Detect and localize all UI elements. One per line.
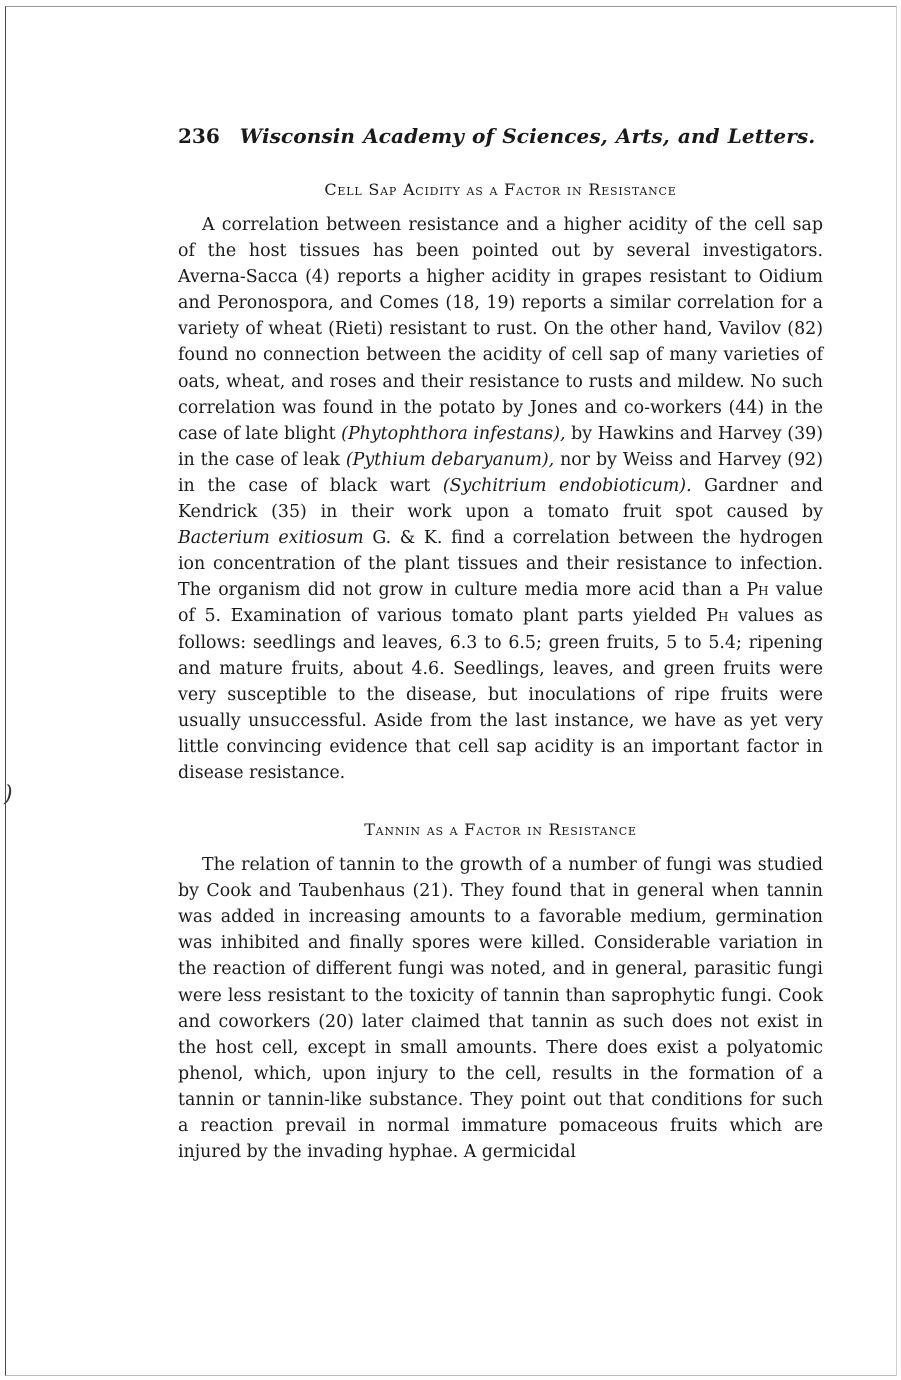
text-run: The relation of tannin to the growth of a number of fungi was studied by Cook and Taubenhaus (21). They found that in general when tannin was added in increasing amounts to a favorable medium, germination was inhibited and finally spores were killed. Considerable variation in the reaction of different fungi was noted, and in general, parasitic fungi were less resistant to the toxicity of tannin than saprophytic fungi. Cook and coworkers (20) later claimed that tannin as such does not exist in the host cell, except in small amounts. There does exist a polyatomic phenol, which, upon injury to the cell, results in the formation of a tannin or tannin-like substance. They point out that conditions for such a reaction prevail in normal immature pomaceous fruits which are injured by the invading hyphae. A germicidal	[178, 855, 823, 1163]
margin-mark: )	[4, 782, 13, 807]
text-run: Gardner and Kendrick (35) in their work upon a tomato fruit spot caused by	[178, 475, 823, 523]
text-run: A correlation between resistance and a higher acidity of the cell sap of the host tissues has been pointed out by several investigators. Averna-Sacca (4) reports a higher acidity in grapes resistant to Oidium and Peronospora, and Comes (18, 19) reports a similar correlation for a variety of wheat (Rieti) resistant to rust. On the other hand, Vavilov (82) found no connection between the acidity of cell sap of many varieties of oats, wheat, and roses and their resistance to rusts and mildew. No such correlation was found in the potato by Jones and co-workers (44) in the case of late blight	[178, 215, 823, 444]
small-caps-run: Ph	[706, 606, 729, 627]
running-head	[178, 118, 823, 154]
italic-run: (Phytophthora infestans),	[341, 423, 566, 444]
text-run: G. & K. find a correlation between the hydrogen ion concentration of the plant tissues and their resistance to infection. The organism did not grow in culture media more acid than a	[178, 528, 824, 601]
text-run: value of 5. Examination of various tomato plant parts yielded	[178, 580, 823, 627]
page-number: 236	[178, 124, 220, 148]
small-caps-run: Ph	[746, 580, 769, 601]
section-heading-tannin: Tannin as a Factor in Resistance	[364, 820, 637, 840]
page-body	[178, 118, 823, 1165]
italic-run: (Pythium debaryanum),	[345, 449, 555, 470]
paragraph-tannin	[178, 852, 823, 1165]
text-run: by Hawkins and Harvey (39) in the case of leak	[178, 423, 823, 470]
text-run: values as follows: seedlings and leaves, 6.3 to 6.5; green fruits, 5 to 5.4; ripening and mature fruits, about 4.6. Seedlings, leaves, and green fruits were very susceptible to the disease, but inoculations of ripe fruits were usually unsuccessful. Aside from the last instance, we have as yet very little convincing evidence that cell sap acidity is an important factor in disease resistance.	[178, 606, 823, 783]
paragraph-cell-sap	[178, 212, 823, 786]
journal-title: Wisconsin Academy of Sciences, Arts, and Letters.	[239, 124, 816, 148]
italic-run: Bacterium exitiosum	[178, 528, 364, 549]
text-run: nor by Weiss and Harvey (92) in the case of black wart	[178, 449, 823, 496]
section-heading-cell-sap: Cell Sap Acidity as a Factor in Resistance	[324, 180, 677, 199]
italic-run: (Sychitrium endobioticum).	[442, 475, 692, 496]
